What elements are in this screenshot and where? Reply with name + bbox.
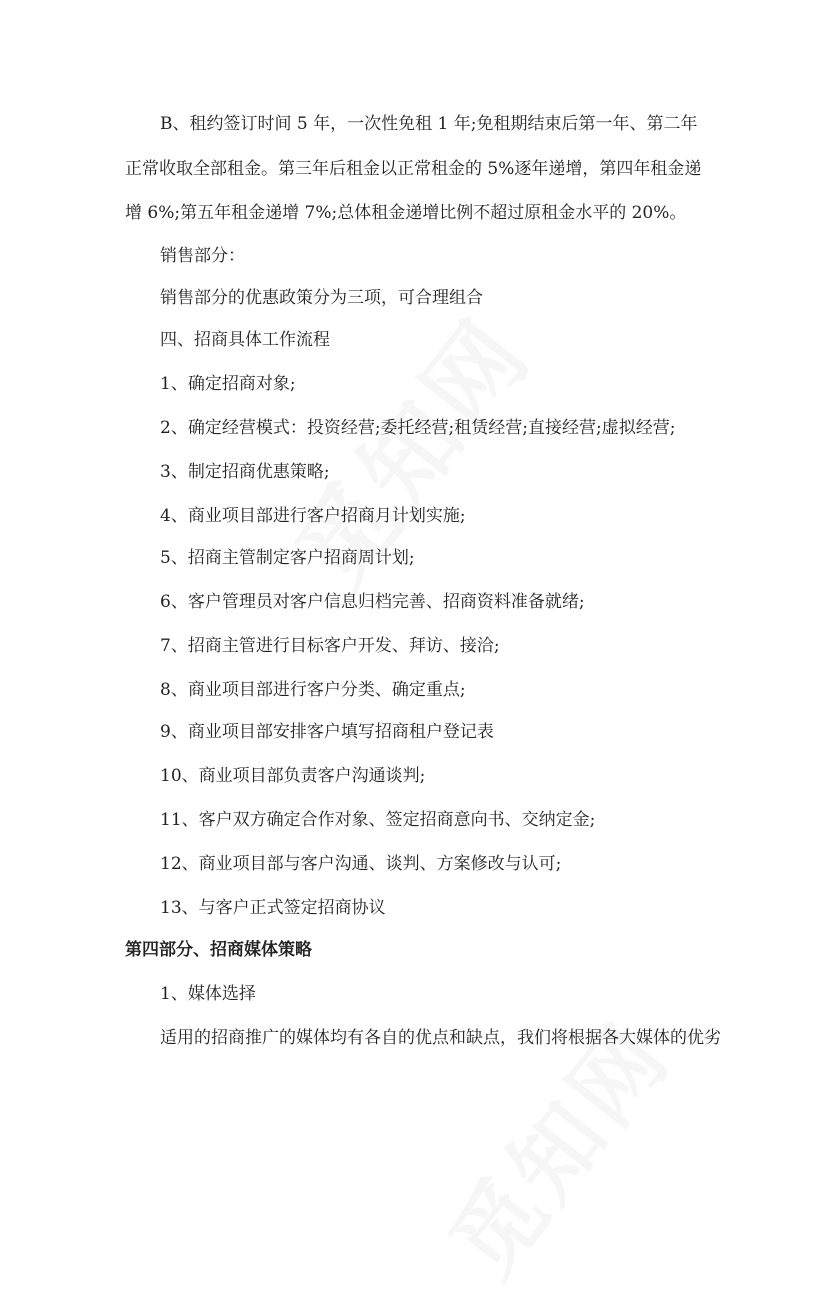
step-item: 5、招商主管制定客户招商周计划;	[160, 548, 415, 568]
media-intro: 适用的招商推广的媒体均有各自的优点和缺点，我们将根据各大媒体的优劣	[160, 1028, 721, 1048]
step-item: 13、与客户正式签定招商协议	[160, 898, 386, 918]
step-item: 8、商业项目部进行客户分类、确定重点;	[160, 680, 466, 700]
step-item: 9、商业项目部安排客户填写招商租户登记表	[160, 722, 494, 742]
step-item: 11、客户双方确定合作对象、签定招商意向书、交纳定金;	[160, 810, 596, 830]
step-item: 2、确定经营模式：投资经营;委托经营;租赁经营;直接经营;虚拟经营;	[160, 418, 676, 438]
sales-heading: 销售部分：	[160, 246, 245, 266]
part-four-title: 第四部分、招商媒体策略	[125, 940, 312, 960]
step-item: 3、制定招商优惠策略;	[160, 462, 330, 482]
paragraph-lease-terms: B、租约签订时间 5 年，一次性免租 1 年;免租期结束后第一年、第二年正常收取全部租金。第三年后租金以正常租金的 5%逐年递增，第四年租金递增 6%;第五年租金递增 7%;总体租金递增比例不超过原租金水平的 20%。	[125, 114, 702, 223]
step-item: 12、商业项目部与客户沟通、谈判、方案修改与认可;	[160, 854, 562, 874]
step-item: 6、客户管理员对客户信息归档完善、招商资料准备就绪;	[160, 592, 585, 612]
step-item: 1、确定招商对象;	[160, 374, 296, 394]
step-item: 10、商业项目部负责客户沟通谈判;	[160, 766, 426, 786]
step-item: 4、商业项目部进行客户招商月计划实施;	[160, 506, 466, 526]
sales-policy: 销售部分的优惠政策分为三项，可合理组合	[160, 288, 483, 308]
media-choice-heading: 1、媒体选择	[160, 984, 256, 1004]
step-item: 7、招商主管进行目标客户开发、拜访、接洽;	[160, 636, 500, 656]
section-four-title: 四、招商具体工作流程	[160, 330, 330, 350]
